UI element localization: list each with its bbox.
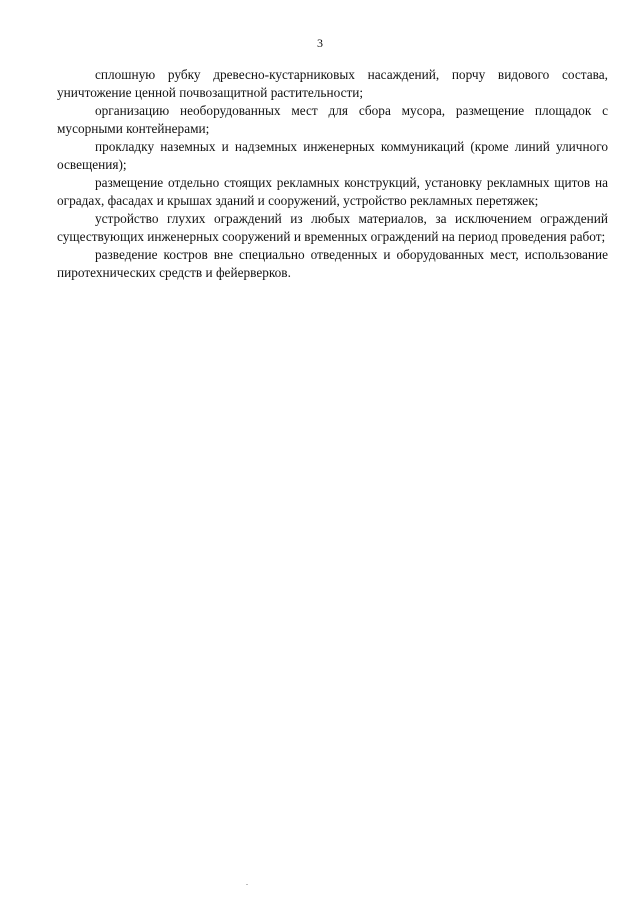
list-item-advertising: размещение отдельно стоящих рекламных конструкций, установку рекламных щитов на оградах, фасадах и крышах зданий и сооружений, устройство рекламных перетяжек; xyxy=(57,175,608,208)
list-item-clearcutting: сплошную рубку древесно-кустарниковых насаждений, порчу видового состава, уничтожение ценной почвозащитной растительности; xyxy=(57,67,608,100)
list-item-solid-fences: устройство глухих ограждений из любых материалов, за исключением ограждений существующих инженерных сооружений и временных ограждений на период проведения работ; xyxy=(57,211,608,244)
list-item-utility-lines: прокладку наземных и надземных инженерных коммуникаций (кроме линий уличного освещения); xyxy=(57,139,608,172)
scan-speck xyxy=(246,884,248,885)
document-body xyxy=(57,66,608,282)
list-item-waste-sites: организацию необорудованных мест для сбора мусора, размещение площадок с мусорными контейнерами; xyxy=(57,103,608,136)
page-number: 3 xyxy=(317,36,323,50)
list-item-fires-fireworks: разведение костров вне специально отведенных и оборудованных мест, использование пиротехнических средств и фейерверков. xyxy=(57,247,608,280)
